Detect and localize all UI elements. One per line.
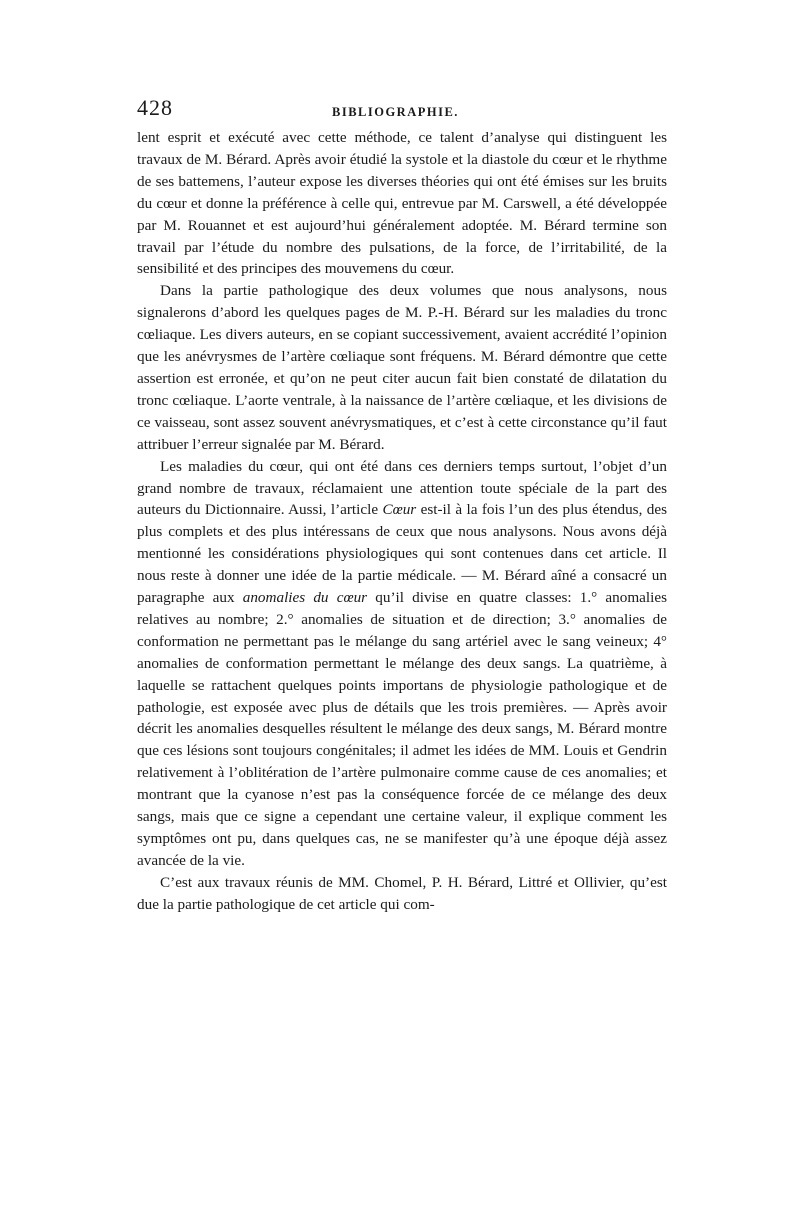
text-run: qu’il divise en quatre classes: 1.° anomalies relatives au nombre; 2.° anomalies de situation et de direction; 3.° anomalies de conformation ne permettant pas le mélange du sang artériel avec le sang veineux; 4° anomalies de conformation permettant le mélange des deux sangs. La quatrième, à laquelle se rattachent quelques points importans de physiologie pathologique et de pathologie, est exposée avec plus de détails que les trois premières. — Après avoir décrit les anomalies desquelles résultent le mélange des deux sangs, M. Bérard montre que ces lésions sont toujours congénitales; il admet les idées de MM. Louis et Gendrin relativement à l’oblitération de l’artère pulmonaire comme cause de ces anomalies; et montrant que la cyanose n’est pas la conséquence forcée de ce mélange des deux sangs, mais que ce signe a cependant une certaine valeur, il explique comment les symptômes ont pu, dans quelques cas, ne se manifester qu’à une époque déjà assez avancée de la vie. <box>137 589 667 869</box>
running-head <box>137 95 667 127</box>
paragraph-continuation: lent esprit et exécuté avec cette méthode, ce talent d’analyse qui distinguent les travaux de M. Bérard. Après avoir étudié la systole et la diastole du cœur et le rhythme de ses battemens, l’auteur expose les diverses théories qui ont été émises sur les bruits du cœur et donne la préférence à celle qui, entrevue par M. Carswell, a été développée par M. Rouannet et est aujourd’hui généralement adoptée. M. Bérard termine son travail par l’étude du nombre des pulsations, de la force, de l’irritabilité, de la sensibilité et des principes des mouvemens du cœur. <box>137 129 667 278</box>
paragraph-heart-diseases <box>137 456 667 872</box>
paragraph-pathology: Dans la partie pathologique des deux volumes que nous analysons, nous signalerons d’abord les quelques pages de M. P.-H. Bérard sur les maladies du tronc cœliaque. Les divers auteurs, en se copiant successivement, avaient accrédité l’opinion que les anévrysmes de l’artère cœliaque sont fréquens. M. Bérard démontre que cette assertion est erronée, et qu’on ne peut citer aucun fait bien constaté de dilatation du tronc cœliaque. L’aorte ventrale, à la naissance de l’artère cœliaque, et les divisions de ce vaisseau, sont assez souvent anévrysmatiques, et c’est à cette circonstance qu’il faut attribuer l’erreur signalée par M. Bérard. <box>137 282 667 453</box>
body-text <box>137 127 667 916</box>
text-run: est-il à la fois l’un des plus étendus, des plus complets et des plus intéressans de ceux que nous analysons. Nous avons déjà mentionné les considérations physiologiques qui sont contenues dans cet article. Il nous reste à donner une idée de la partie médicale. — M. Bérard aîné a consacré un paragraphe aux <box>137 501 667 607</box>
paragraph-contributors: C’est aux travaux réunis de MM. Chomel, P. H. Bérard, Littré et Ollivier, qu’est due la partie pathologique de cet article qui com- <box>137 873 667 913</box>
text-run: Les maladies du cœur, qui ont été dans ces derniers temps surtout, l’objet d’un grand nombre de travaux, réclamaient une attention toute spéciale de la part des auteurs du Dictionnaire. Aussi, l’article <box>137 457 667 519</box>
italic-term-anomalies: anomalies du cœur <box>242 589 368 607</box>
page-number: 428 <box>137 95 173 120</box>
book-page <box>137 95 667 916</box>
italic-term-coeur: Cœur <box>382 501 417 519</box>
running-title: BIBLIOGRAPHIE. <box>332 105 459 119</box>
